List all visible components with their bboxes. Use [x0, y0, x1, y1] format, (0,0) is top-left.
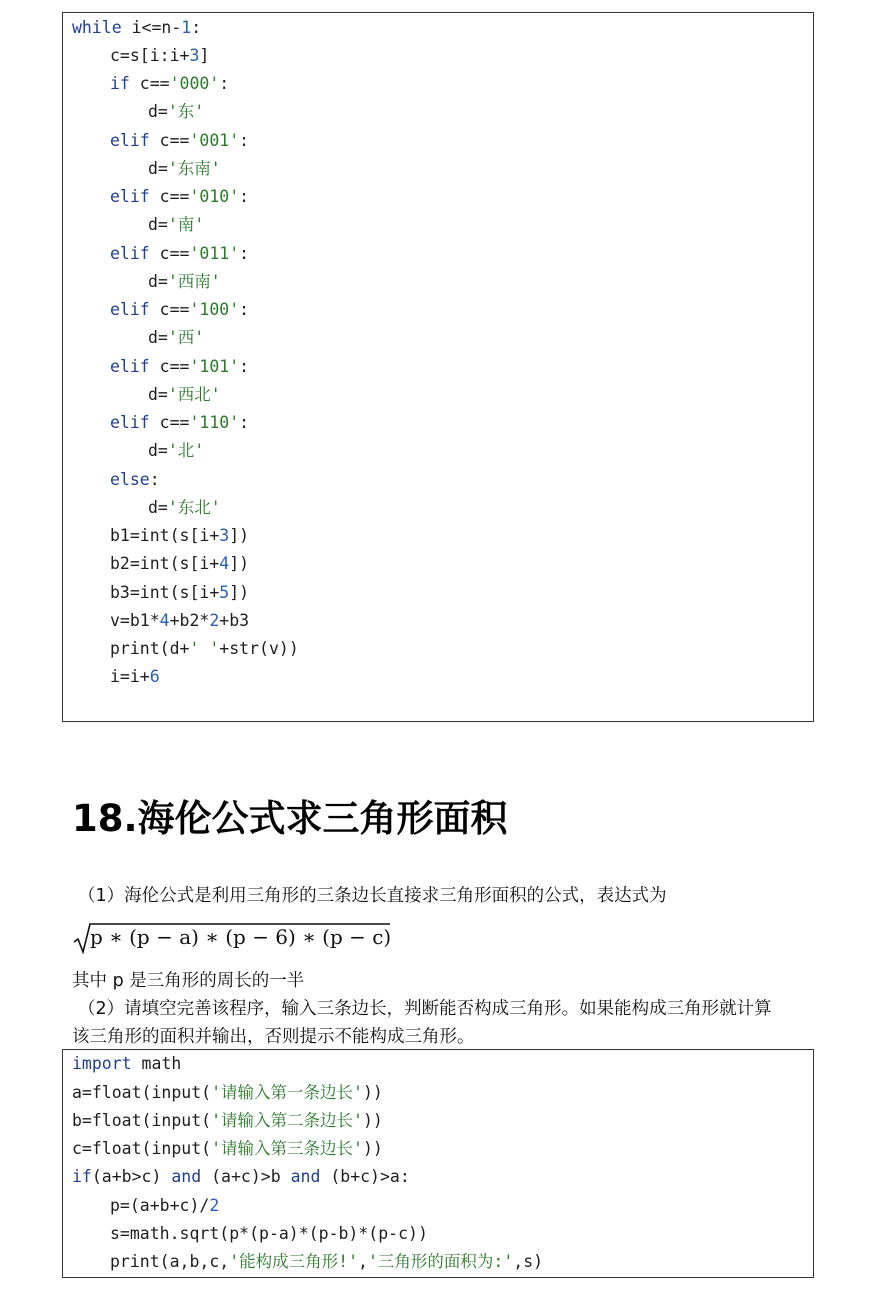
code-line: a=float(input('请输入第一条边长'))	[72, 1083, 383, 1102]
code-line: d='东'	[148, 102, 205, 121]
section-heading: 18.海伦公式求三角形面积	[72, 797, 508, 840]
code-line: b3=int(s[i+5])	[110, 583, 250, 602]
code-line: d='西南'	[148, 272, 221, 291]
heron-formula	[72, 922, 392, 956]
code-line: b1=int(s[i+3])	[110, 526, 250, 545]
code-line: d='东北'	[148, 498, 221, 517]
code-line: d='东南'	[148, 159, 221, 178]
code-line: else:	[110, 470, 160, 489]
code-line: c=float(input('请输入第三条边长'))	[72, 1139, 383, 1158]
code-line: d='北'	[148, 441, 205, 460]
code-line: s=math.sqrt(p*(p-a)*(p-b)*(p-c))	[110, 1224, 428, 1243]
code-line: p=(a+b+c)/2	[110, 1196, 220, 1215]
paragraph-task-line2: 该三角形的面积并输出，否则提示不能构成三角形。	[72, 1027, 475, 1047]
code-line: print(a,b,c,'能构成三角形!','三角形的面积为:',s)	[110, 1252, 544, 1271]
code-line: if(a+b>c) and (a+c)>b and (b+c)>a:	[72, 1167, 410, 1186]
code-line: d='南'	[148, 215, 205, 234]
paragraph-formula-intro: （1）海伦公式是利用三角形的三条边长直接求三角形面积的公式，表达式为	[78, 886, 667, 906]
code-line: if c=='000':	[110, 74, 230, 93]
code-line: elif c=='100':	[110, 300, 250, 319]
code-line: elif c=='110':	[110, 413, 250, 432]
code-block-while-loop	[62, 12, 814, 722]
paragraph-task-line1: （2）请填空完善该程序，输入三条边长，判断能否构成三角形。如果能构成三角形就计算	[78, 999, 772, 1019]
code-line: b2=int(s[i+4])	[110, 554, 250, 573]
code-line: print(d+' '+str(v))	[110, 639, 299, 658]
code-line: d='西北'	[148, 385, 221, 404]
code-line: elif c=='101':	[110, 357, 250, 376]
code-line: elif c=='010':	[110, 187, 250, 206]
code-line: c=s[i:i+3]	[110, 46, 210, 65]
code-line: b=float(input('请输入第二条边长'))	[72, 1111, 383, 1130]
code-line: elif c=='001':	[110, 131, 250, 150]
formula-expression: p ∗ (p − a) ∗ (p − 6) ∗ (p − c)	[90, 925, 392, 949]
code-line: import math	[72, 1054, 182, 1073]
code-line: i=i+6	[110, 667, 160, 686]
code-line: v=b1*4+b2*2+b3	[110, 611, 250, 630]
code-line: while i<=n-1:	[72, 18, 202, 37]
code-block-heron	[62, 1049, 814, 1278]
code-line: d='西'	[148, 328, 205, 347]
paragraph-p-definition: 其中 p 是三角形的周长的一半	[72, 971, 305, 991]
code-line: elif c=='011':	[110, 244, 250, 263]
